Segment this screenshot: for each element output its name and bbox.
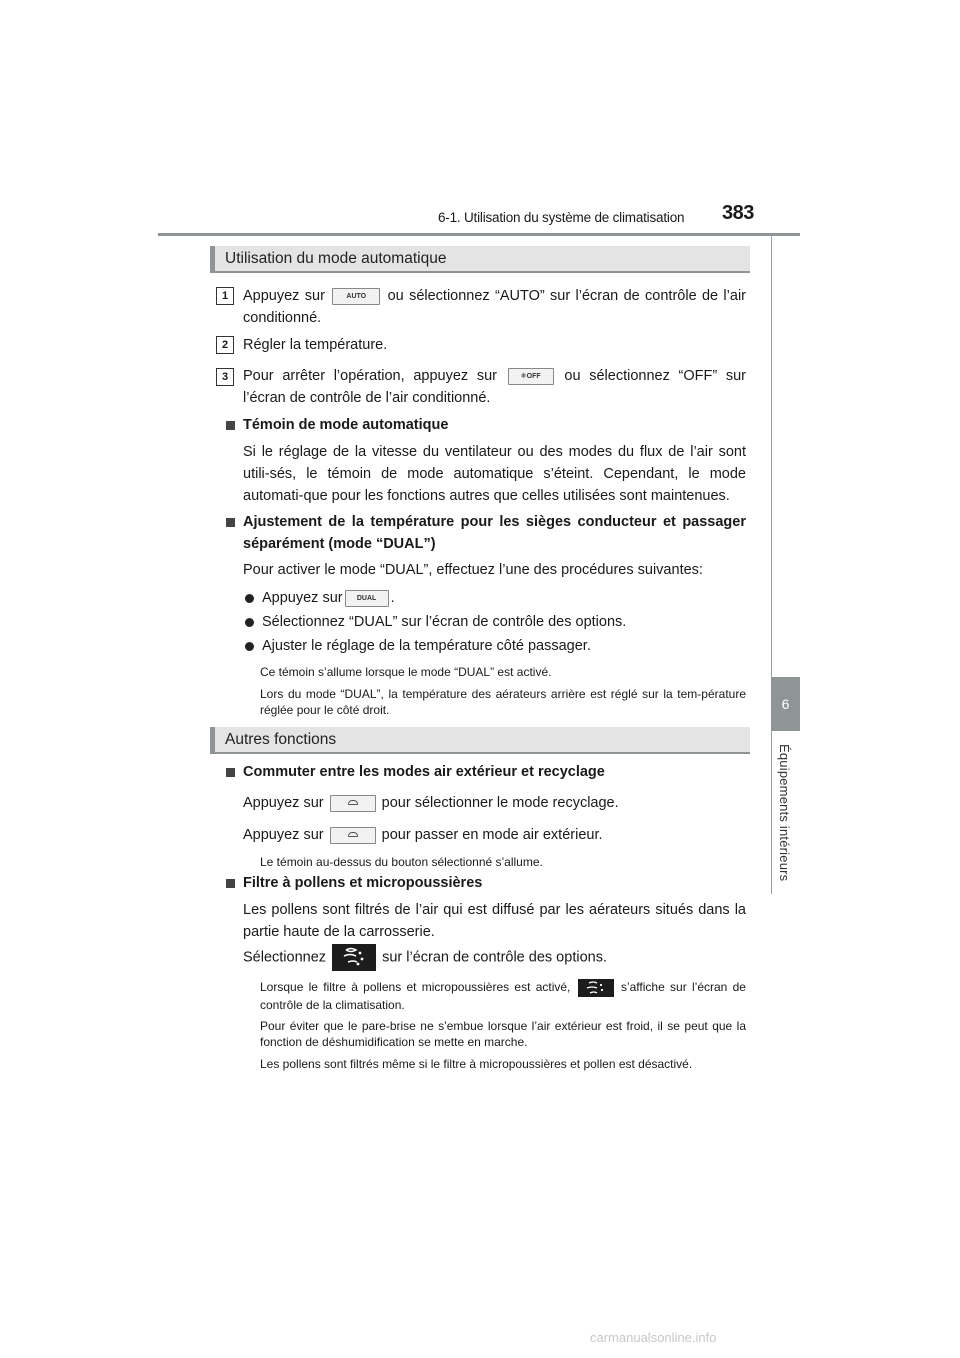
square-bullet-icon	[226, 768, 235, 777]
recirc-line-2: Appuyez sur pour passer en mode air extérieur.	[243, 827, 603, 843]
header-rule	[158, 233, 800, 236]
dual-note-1: Ce témoin s’allume lorsque le mode “DUAL” est activé.	[260, 665, 552, 679]
step-3-text: Pour arrêter l’opération, appuyez sur ❄OFF ou sélectionnez “OFF” sur l’écran de contrôle de l’air conditionné.	[243, 368, 747, 406]
car-icon	[348, 832, 358, 837]
section-title: Autres fonctions	[225, 731, 337, 748]
step-number-3: 3	[216, 368, 234, 386]
page-number: 383	[722, 202, 754, 224]
watermark: carmanualsonline.info	[590, 1330, 717, 1345]
outside-air-button-icon	[330, 827, 376, 844]
pollen-heading: Filtre à pollens et micropoussières	[243, 875, 483, 891]
step-1-text: Appuyez sur AUTO ou sélectionnez “AUTO” sur l’écran de contrôle de l’air conditionné.	[243, 288, 746, 326]
pollen-note-3: Les pollens sont filtrés même si le filtre à micropoussières et pollen est désactivé.	[260, 1057, 693, 1071]
round-bullet-icon	[245, 618, 254, 627]
auto-indicator-heading: Témoin de mode automatique	[243, 417, 449, 433]
chapter-tab: 6	[771, 677, 800, 731]
step-2-text: Régler la température.	[243, 337, 388, 353]
car-icon	[348, 800, 358, 805]
dual-intro: Pour activer le mode “DUAL”, effectuez l’une des procédures suivantes:	[243, 562, 703, 578]
dual-option-2: Sélectionnez “DUAL” sur l’écran de contrôle des options.	[262, 614, 627, 630]
dual-button-icon: DUAL	[345, 590, 389, 607]
pollen-filter-icon	[332, 944, 376, 971]
dual-option-1: Appuyez sur DUAL .	[262, 590, 395, 606]
pollen-select-line: Sélectionnez sur l’écran de contrôle des options.	[243, 944, 746, 971]
chapter-label: Équipements intérieurs	[777, 744, 792, 882]
step-number-1: 1	[216, 287, 234, 305]
round-bullet-icon	[245, 594, 254, 603]
square-bullet-icon	[226, 879, 235, 888]
section-heading-other	[210, 727, 750, 754]
section-heading-auto	[210, 246, 750, 273]
recirc-heading: Commuter entre les modes air extérieur et recyclage	[243, 764, 605, 780]
off-button-icon: ❄OFF	[508, 368, 554, 385]
recirculation-button-icon	[330, 795, 376, 812]
running-header-title: 6-1. Utilisation du système de climatisation	[438, 210, 685, 225]
auto-button-icon: AUTO	[332, 288, 380, 305]
recirc-line-1: Appuyez sur pour sélectionner le mode recyclage.	[243, 795, 619, 811]
dual-heading: Ajustement de la température pour les sièges conducteur et passager séparément (mode “DUAL”)	[243, 514, 746, 552]
dual-option-3: Ajuster le réglage de la température côté passager.	[262, 638, 591, 654]
dual-note-2: Lors du mode “DUAL”, la température des aérateurs arrière est réglé sur la tem-pérature réglée pour le côté droit.	[260, 687, 746, 717]
pollen-text: Les pollens sont filtrés de l’air qui est diffusé par les aérateurs situés dans la partie haute de la carrosserie.	[243, 902, 746, 940]
pollen-filter-icon	[578, 979, 614, 997]
pollen-note-1: Lorsque le filtre à pollens et micropoussières est activé, s’affiche sur l’écran de contrôle de la climatisation.	[260, 980, 746, 1012]
step-number-2: 2	[216, 336, 234, 354]
recirc-note: Le témoin au-dessus du bouton sélectionné s’allume.	[260, 855, 543, 869]
section-title: Utilisation du mode automatique	[225, 250, 447, 267]
square-bullet-icon	[226, 518, 235, 527]
side-divider	[771, 234, 772, 894]
pollen-note-2: Pour éviter que le pare-brise ne s’embue lorsque l’air extérieur est froid, il se peut que la fonction de déshumidification se mette en marche.	[260, 1019, 746, 1049]
round-bullet-icon	[245, 642, 254, 651]
auto-indicator-text: Si le réglage de la vitesse du ventilateur ou des modes du flux de l’air sont utili-sés, le témoin de mode automatique s’éteint. Cependant, le mode automati-que pour les fonctions autres que celles utilisées sont maintenues.	[243, 444, 746, 504]
square-bullet-icon	[226, 421, 235, 430]
